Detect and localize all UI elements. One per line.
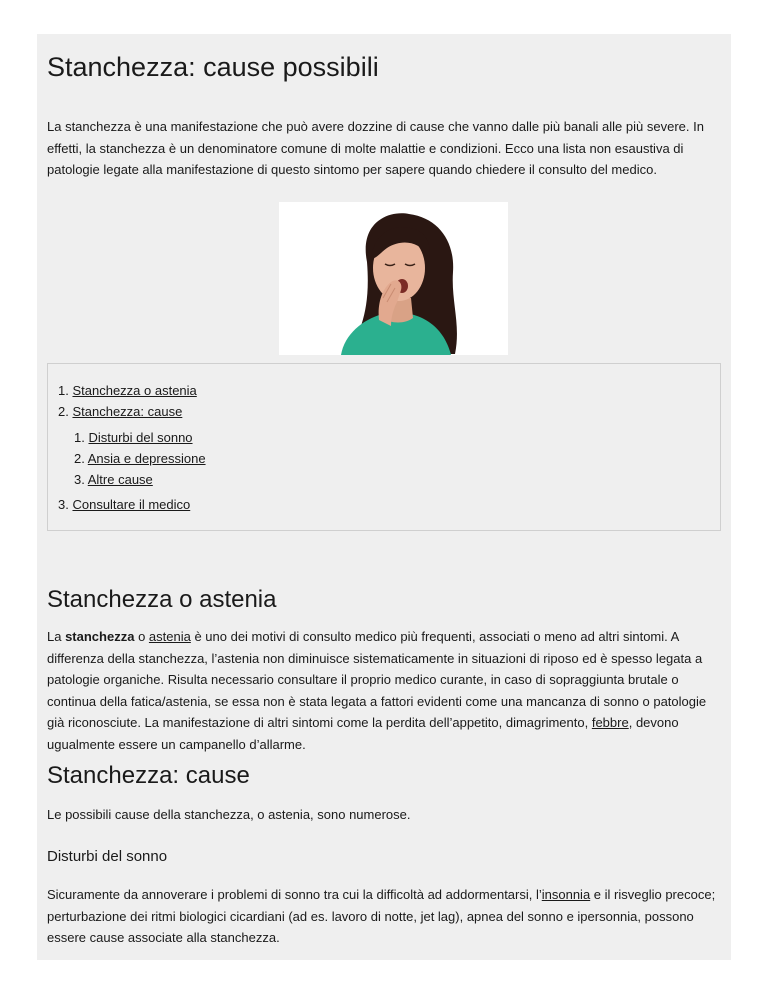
hero-image-yawning-woman <box>279 202 508 355</box>
text-segment: La <box>47 629 66 644</box>
table-of-contents <box>47 363 721 531</box>
section-paragraph-astenia <box>47 626 719 755</box>
text-segment: o <box>134 629 149 644</box>
link-febbre[interactable]: febbre <box>591 715 629 730</box>
toc-item-number: 2. <box>74 451 85 466</box>
text-segment: e il risveglio precoce; perturbazione dei ritmi biologici cicardiani (ad es. lavoro di notte, jet lag), apnea del sonno e ipersonnia, possono essere cause associate alla stanchezza. <box>47 887 716 945</box>
section-paragraph-cause: Le possibili cause della stanchezza, o astenia, sono numerose. <box>47 807 411 822</box>
toc-item-number: 2. <box>58 404 69 419</box>
toc-item-number: 3. <box>58 497 69 512</box>
link-astenia[interactable]: astenia <box>148 629 191 644</box>
text-segment: è uno dei motivi di consulto medico più frequenti, associati o meno ad altri sintomi. A differenza della stanchezza, l’astenia non diminuisce sistematicamente in situazioni di riposo ed è spesso legata a patologie organiche. Risulta necessario consultare il proprio medico curante, in caso di sopraggiunta brutale o continua della fatica/astenia, se essa non è stata legata a fattori evidenti come una mancanza di sonno o patologie già riconosciute. La manifestazione di altri sintomi come la perdita dell’appetito, dimagrimento, <box>47 629 707 730</box>
toc-link-altre-cause[interactable]: Altre cause <box>87 472 153 487</box>
yawning-woman-illustration <box>279 202 508 355</box>
toc-item <box>58 497 190 512</box>
intro-paragraph: La stanchezza è una manifestazione che può avere dozzine di cause che vanno dalle più banali alle più severe. In effetti, la stanchezza è un denominatore comune di molte malattie e condizioni. Ecco una lista non esaustiva di patologie legate alla manifestazione di questo sintomo per sapere quando chiedere il consulto del medico. <box>47 119 704 177</box>
page-title: Stanchezza: cause possibili <box>47 52 379 82</box>
toc-item-number: 1. <box>74 430 85 445</box>
toc-link-disturbi-del-sonno[interactable]: Disturbi del sonno <box>88 430 193 445</box>
toc-subitem <box>74 430 193 445</box>
toc-link-ansia-e-depressione[interactable]: Ansia e depressione <box>87 451 206 466</box>
toc-item-number: 3. <box>74 472 85 487</box>
section-heading-cause: Stanchezza: cause <box>47 762 250 789</box>
bold-term: stanchezza <box>65 629 135 644</box>
link-insonnia[interactable]: insonnia <box>541 887 591 902</box>
text-segment: , devono ugualmente essere un campanello d’allarme. <box>47 715 679 752</box>
toc-link-stanchezza-cause[interactable]: Stanchezza: cause <box>72 404 183 419</box>
toc-subitem <box>74 451 206 466</box>
toc-subitem <box>74 472 153 487</box>
subsection-heading-sonno: Disturbi del sonno <box>47 848 168 865</box>
toc-link-stanchezza-o-astenia[interactable]: Stanchezza o astenia <box>72 383 197 398</box>
text-segment: Sicuramente da annoverare i problemi di sonno tra cui la difficoltà ad addormentarsi, l’ <box>47 887 542 902</box>
article-container <box>37 34 731 960</box>
toc-link-consultare-il-medico[interactable]: Consultare il medico <box>72 497 191 512</box>
section-heading-astenia: Stanchezza o astenia <box>47 586 277 613</box>
subsection-paragraph-sonno <box>47 884 719 949</box>
toc-item-number: 1. <box>58 383 69 398</box>
toc-item <box>58 404 182 419</box>
toc-item <box>58 383 197 398</box>
